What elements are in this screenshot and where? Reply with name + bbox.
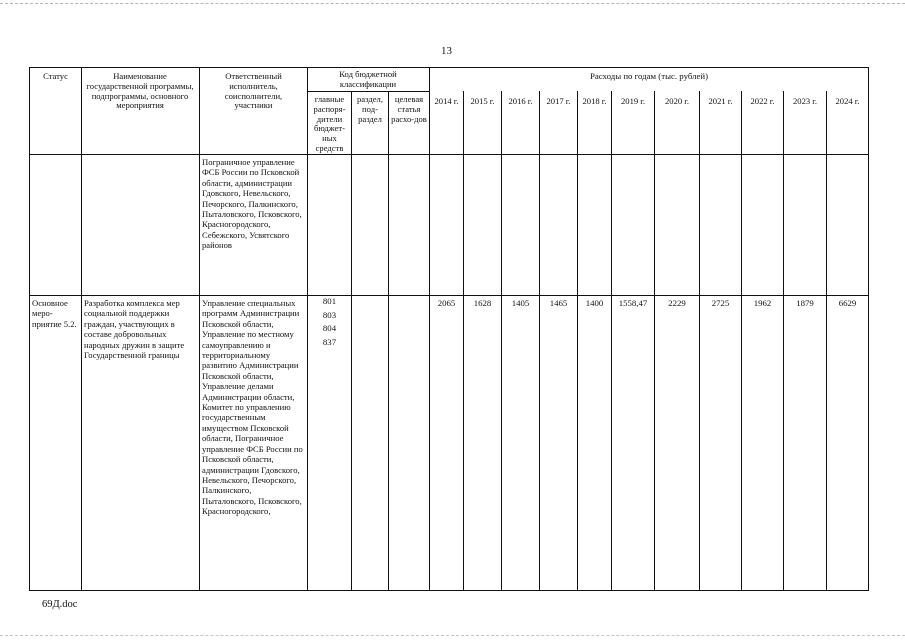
header-main-managers: главные распоря-дители бюджет-ных средств [313,94,346,153]
expense-value-2023: 1879 [796,298,814,308]
header-budget-code: Код бюджетной классификации [339,69,397,89]
header-expenses: Расходы по годам (тыс. рублей) [589,71,709,81]
col-divider [539,91,540,591]
expense-value-2017: 1465 [549,298,568,308]
budget-table [29,67,869,591]
header-section: раздел, под-раздел [357,94,383,124]
header-status: Статус [43,71,68,81]
col-divider [388,91,389,591]
scan-bottom-border [0,635,905,636]
table-border-left [29,67,30,591]
table-border-bottom [29,590,869,591]
header-executor: Ответственный исполнитель, соисполнители, участники [224,71,283,111]
budget-code-subheader-rule [307,91,429,92]
expense-value-2018: 1400 [585,298,604,308]
file-name-footer: 69Д.doc [42,599,78,610]
col-divider [654,91,655,591]
budget-code: 803 [322,309,337,320]
col-divider [577,91,578,591]
expense-value-2021: 2725 [711,298,730,308]
header-year: 2023 г. [792,96,818,106]
col-divider [501,91,502,591]
header-year: 2024 г. [835,96,860,106]
expense-value-2022: 1962 [753,298,772,308]
col-divider [81,67,82,591]
header-year: 2019 г. [620,96,646,106]
col-divider [307,67,308,591]
header-program-name: Наименование государственной программы, подпрограммы, основного мероприятия [86,71,194,111]
header-year: 2020 г. [664,96,690,106]
expense-value-2019: 1558,47 [618,298,648,308]
col-divider [783,91,784,591]
header-target-item: целевая статья расхо-дов [391,94,427,124]
budget-code: 804 [322,323,337,333]
expense-value-2020: 2229 [668,298,686,308]
table-border-right [868,67,869,591]
header-year: 2021 г. [708,96,733,106]
page-number: 13 [441,45,452,57]
budget-code: 801 [322,296,337,306]
row-budget-codes [309,295,350,349]
header-year: 2017 г. [546,96,571,106]
header-year: 2015 г. [470,96,495,106]
continuation-executor-text: Пограничное управление ФСБ России по Псковской области, администрации Гдовского, Невельского, Печорского, Палкинского, Пыталовского, Псковского, Красногородского, Себежского, Усвятского районов [202,157,302,251]
expense-value-2014: 2065 [437,298,456,308]
header-bottom-rule [29,154,869,155]
header-year: 2018 г. [582,96,607,106]
scan-top-border [0,3,905,4]
expense-value-2015: 1628 [473,298,492,308]
header-year: 2014 г. [434,96,459,106]
header-year: 2022 г. [750,96,775,106]
col-divider [741,91,742,591]
col-divider [351,91,352,591]
col-divider [429,67,430,591]
col-divider [463,91,464,591]
col-divider [199,67,200,591]
table-border-top [29,67,869,68]
col-divider [699,91,700,591]
header-year: 2016 г. [508,96,533,106]
row-divider [29,295,869,296]
expense-value-2016: 1405 [511,298,530,308]
row-status: Основное меро-приятие 5.2. [32,298,77,329]
row-executor-text: Управление специальных программ Администрации Псковской области, Управление по местному самоуправлению и территориальному развитию Администрации Псковской области, Управление делами Администрации области, Комитет по управлению государственным имуществом Псковской области, Пограничное управление ФСБ России по Псковской области, администрации Гдовского, Невельского, Печорского, Палкинского, Пыталовского, Псковского, Красногородского, [202,298,303,517]
col-divider [826,91,827,591]
budget-code: 837 [322,336,337,347]
expense-value-2024: 6629 [838,298,857,308]
col-divider [611,91,612,591]
row-measure-name: Разработка комплекса мер социальной поддержки граждан, участвующих в составе добровольных народных дружин в защите Государственной границы [84,298,185,361]
